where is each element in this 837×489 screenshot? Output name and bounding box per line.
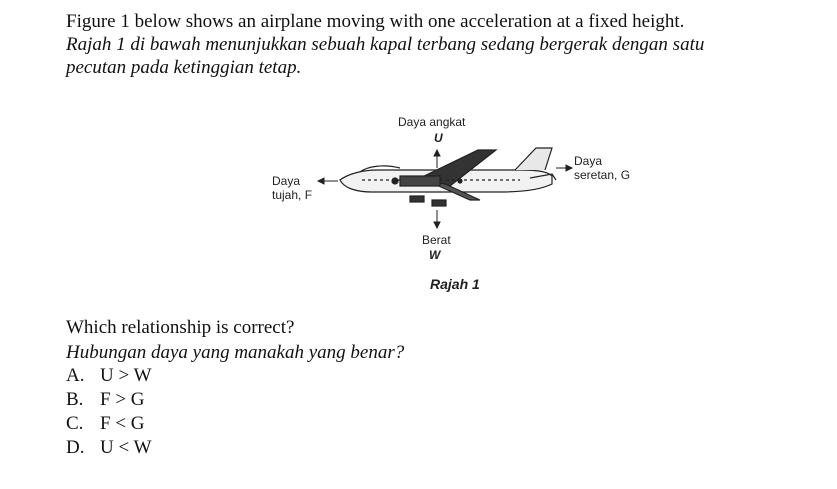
- option-b[interactable]: [66, 389, 145, 411]
- intro-english: Figure 1 below shows an airplane moving with one acceleration at a fixed height.: [66, 11, 685, 32]
- thrust-label-line2: tujah, F: [272, 188, 313, 202]
- option-c[interactable]: [66, 413, 145, 435]
- option-letter: B.: [66, 389, 84, 410]
- question-malay: Hubungan daya yang manakah yang benar?: [66, 342, 405, 363]
- thrust-label-line1: Daya: [272, 174, 301, 188]
- figure-caption: Rajah 1: [430, 276, 480, 292]
- option-a[interactable]: [66, 365, 152, 387]
- intro-malay-line1: Rajah 1 di bawah menunjukkan sebuah kapal terbang sedang bergerak dengan satu: [66, 34, 705, 55]
- lift-label: Daya angkat: [398, 115, 466, 129]
- weight-label: Berat: [422, 233, 451, 247]
- drag-label-line2: seretan, G: [574, 168, 631, 182]
- option-d[interactable]: [66, 437, 152, 459]
- lift-symbol: U: [434, 131, 443, 145]
- option-text: F < G: [100, 413, 145, 434]
- option-text: F > G: [100, 389, 145, 410]
- drag-label-line1: Daya: [574, 154, 603, 168]
- option-text: U < W: [100, 437, 152, 458]
- question-english: Which relationship is correct?: [66, 317, 295, 338]
- option-letter: C.: [66, 413, 84, 434]
- option-letter: D.: [66, 437, 85, 458]
- intro-malay-line2: pecutan pada ketinggian tetap.: [66, 57, 302, 78]
- weight-symbol: W: [429, 248, 441, 262]
- option-letter: A.: [66, 365, 85, 386]
- option-text: U > W: [100, 365, 152, 386]
